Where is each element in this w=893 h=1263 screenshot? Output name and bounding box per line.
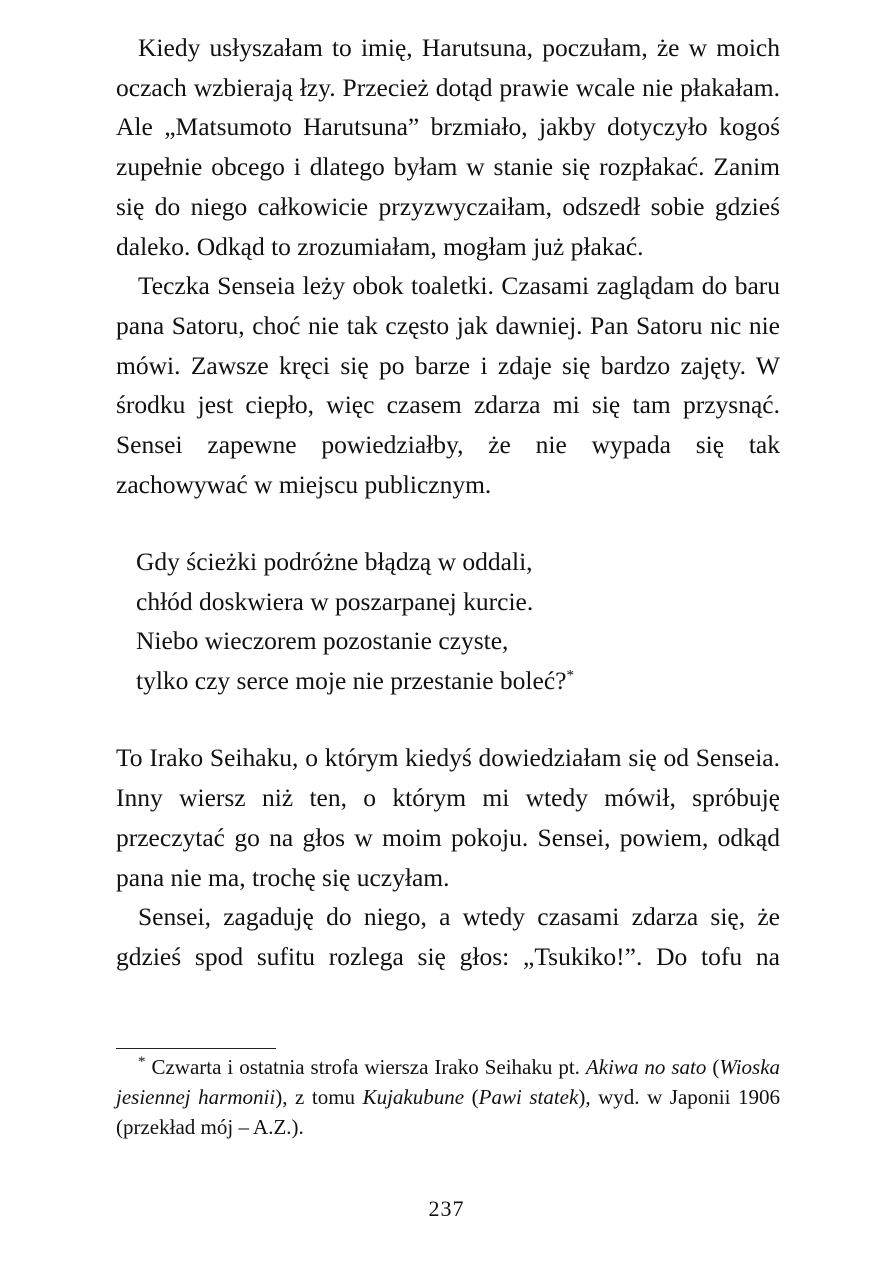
paragraph-4: Sensei, zagaduję do niego, a wtedy czasami zdarza się, że gdzieś spod sufitu rozlega się głos: „Tsukiko!”. Do tofu na xyxy=(116,902,780,971)
poem-line-4 xyxy=(136,661,780,701)
poem-line-4-text: tylko czy serce moje nie przestanie boleć? xyxy=(136,665,567,695)
footnote-body: * Czwarta i ostatnia strofa wiersza Irako Seihaku pt. Akiwa no sato (Wioska jesiennej harmonii), z tomu Kujakubune (Pawi statek), wyd. w Japonii 1906 (przekład mój – A.Z.). xyxy=(116,1054,781,1139)
footnote-paren-1: Wioska jesiennej harmonii xyxy=(116,1055,781,1109)
poem-stanza xyxy=(136,542,780,700)
footnote-title-2: Kujakubune xyxy=(362,1085,465,1109)
poem-line-2: chłód doskwiera w poszarpanej kurcie. xyxy=(136,586,534,616)
footnote xyxy=(116,1052,780,1142)
footnote-paren-2: Pawi statek xyxy=(478,1085,579,1109)
footnote-marker: * xyxy=(138,1054,146,1070)
paragraph-3: To Irako Seihaku, o którym kiedyś dowiedziałam się od Senseia. Inny wiersz niż ten, o którym mi wtedy mówił, spróbuję przeczytać go na głos w moim pokoju. Sensei, powiem, odkąd pana nie ma, trochę się uczyłam. xyxy=(116,743,780,892)
footnote-divider xyxy=(116,1048,276,1049)
footnote-text-2: , z tomu xyxy=(282,1085,356,1109)
page-number: 237 xyxy=(428,1196,465,1221)
footnote-title-1: Akiwa no sato xyxy=(585,1055,707,1079)
paragraph-1: Kiedy usłyszałam to imię, Harutsuna, poczułam, że w moich oczach wzbierają łzy. Przecież dotąd prawie wcale nie płakałam. Ale „Matsumoto Harutsuna” brzmiało, jakby dotyczyło kogoś zupełnie obcego i dlatego byłam w stanie się rozpłakać. Zanim się do niego całkowicie przyzwyczaiłam, odszedł sobie gdzieś daleko. Odkąd to zrozumiałam, mogłam już płakać. xyxy=(116,33,780,261)
footnote-text-3: , wyd. w Japonii 1906 (przekład mój – A.Z.). xyxy=(116,1085,781,1139)
book-page-body xyxy=(116,28,780,977)
paragraph-2: Teczka Senseia leży obok toaletki. Czasami zaglądam do baru pana Satoru, choć nie tak często jak dawniej. Pan Satoru nic nie mówi. Zawsze kręci się po barze i zdaje się bardzo zajęty. W środku jest ciepło, więc czasem zdarza mi się tam przysnąć. Sensei zapewne powiedziałby, że nie wypada się tak zachowywać w miejscu publicznym. xyxy=(116,271,780,499)
footnote-text-1: Czwarta i ostatnia strofa wiersza Irako Seihaku pt. xyxy=(151,1055,580,1079)
poem-line-3: Niebo wieczorem pozostanie czyste, xyxy=(136,626,509,656)
poem-footnote-marker: * xyxy=(566,667,574,684)
poem-line-1: Gdy ścieżki podróżne błądzą w oddali, xyxy=(136,547,533,577)
